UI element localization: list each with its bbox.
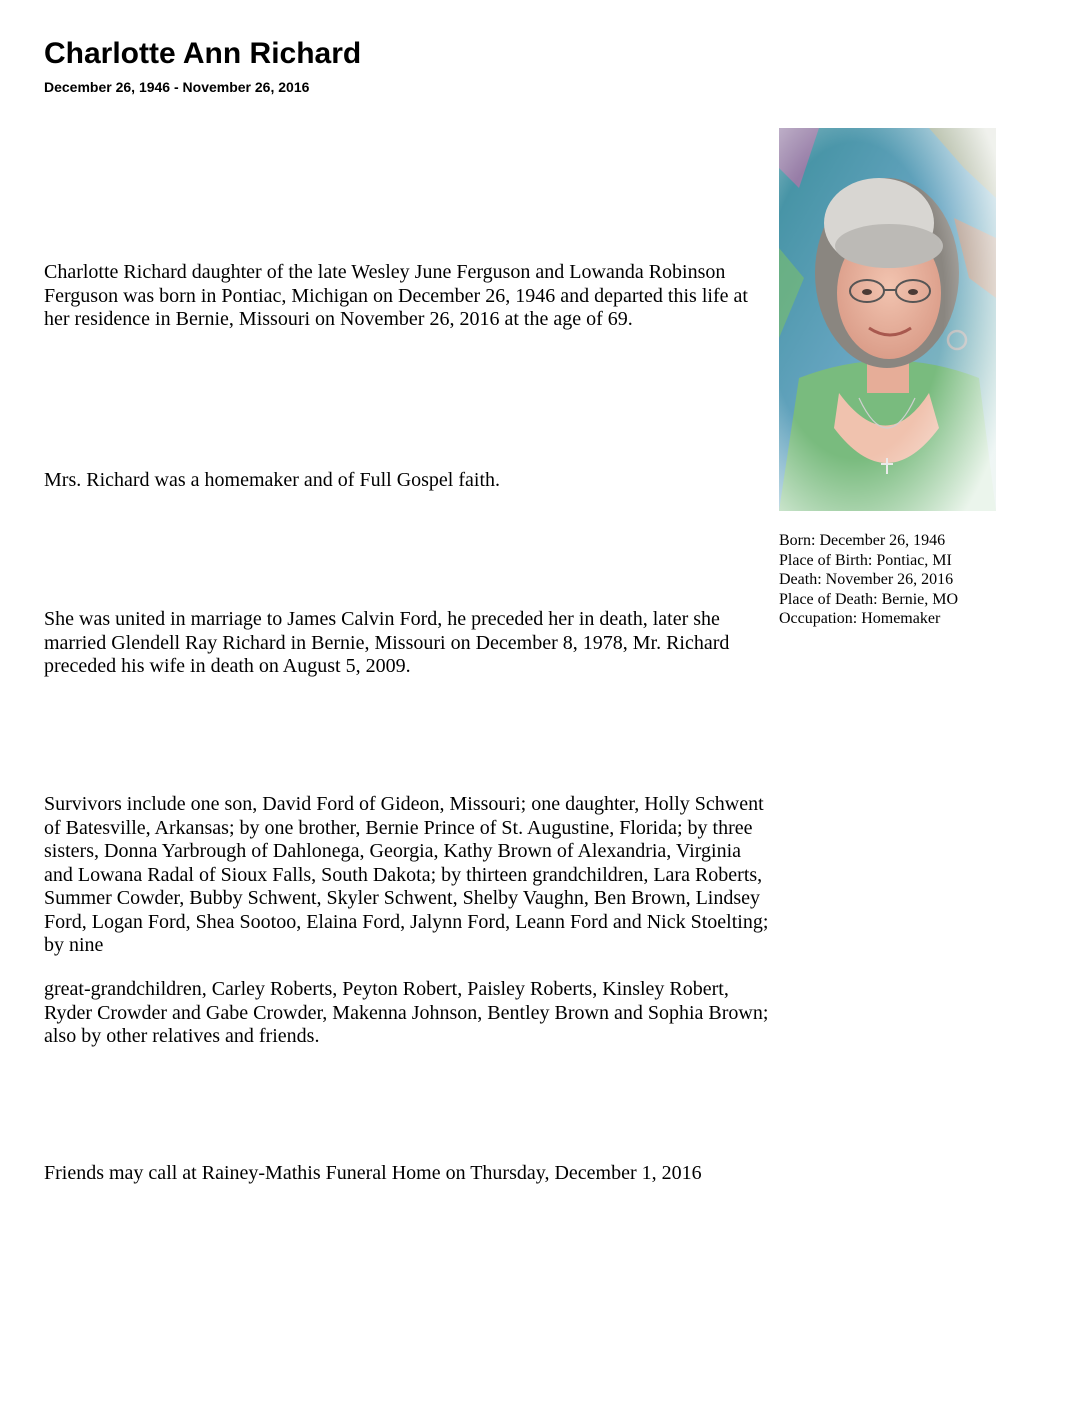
page-title: Charlotte Ann Richard [44,37,362,70]
obituary-paragraph-great-grandchildren: great-grandchildren, Carley Roberts, Peyton Robert, Paisley Roberts, Kinsley Robert, Ryder Crowder and Gabe Crowder, Makenna Johnson, Bentley Brown and Sophia Brown; also by other relatives and friends. [44,978,769,1047]
obituary-paragraph-visitation: Friends may call at Rainey-Mathis Funeral Home on Thursday, December 1, 2016 [44,1162,702,1184]
fact-place-of-death: Place of Death: Bernie, MO [779,590,959,608]
fact-death: Death: November 26, 2016 [779,571,954,588]
vital-facts [779,531,1079,629]
obituary-paragraph-marriage: She was united in marriage to James Calvin Ford, he preceded her in death, later she married Glendell Ray Richard in Bernie, Missouri on December 8, 1978, Mr. Richard preceded his wife in death on August 5, 2009. [44,608,730,677]
obituary-paragraph-birth: Charlotte Richard daughter of the late Wesley June Ferguson and Lowanda Robinson Ferguson was born in Pontiac, Michigan on December 26, 1946 and departed this life at her residence in Bernie, Missouri on November 26, 2016 at the age of 69. [44,261,748,330]
obituary-paragraph-survivors: Survivors include one son, David Ford of Gideon, Missouri; one daughter, Holly Schwent of Batesville, Arkansas; by one brother, Bernie Prince of St. Augustine, Florida; by three sisters, Donna Yarbrough of Dahlonega, Georgia, Kathy Brown of Alexandria, Virginia and Lowana Radal of Sioux Falls, South Dakota; by thirteen grandchildren, Lara Roberts, Summer Cowder, Bubby Schwent, Skyler Schwent, Shelby Vaughn, Ben Brown, Lindsey Ford, Logan Ford, Shea Sootoo, Elaina Ford, Jalynn Ford, Leann Ford and Nick Stoelting; by nine [44,793,769,956]
fact-born: Born: December 26, 1946 [779,532,946,549]
portrait-photo [779,128,996,511]
fact-occupation: Occupation: Homemaker [779,610,941,627]
fact-place-of-birth: Place of Birth: Pontiac, MI [779,551,952,569]
life-dates: December 26, 1946 - November 26, 2016 [44,79,310,95]
obituary-paragraph-faith: Mrs. Richard was a homemaker and of Full Gospel faith. [44,469,501,491]
